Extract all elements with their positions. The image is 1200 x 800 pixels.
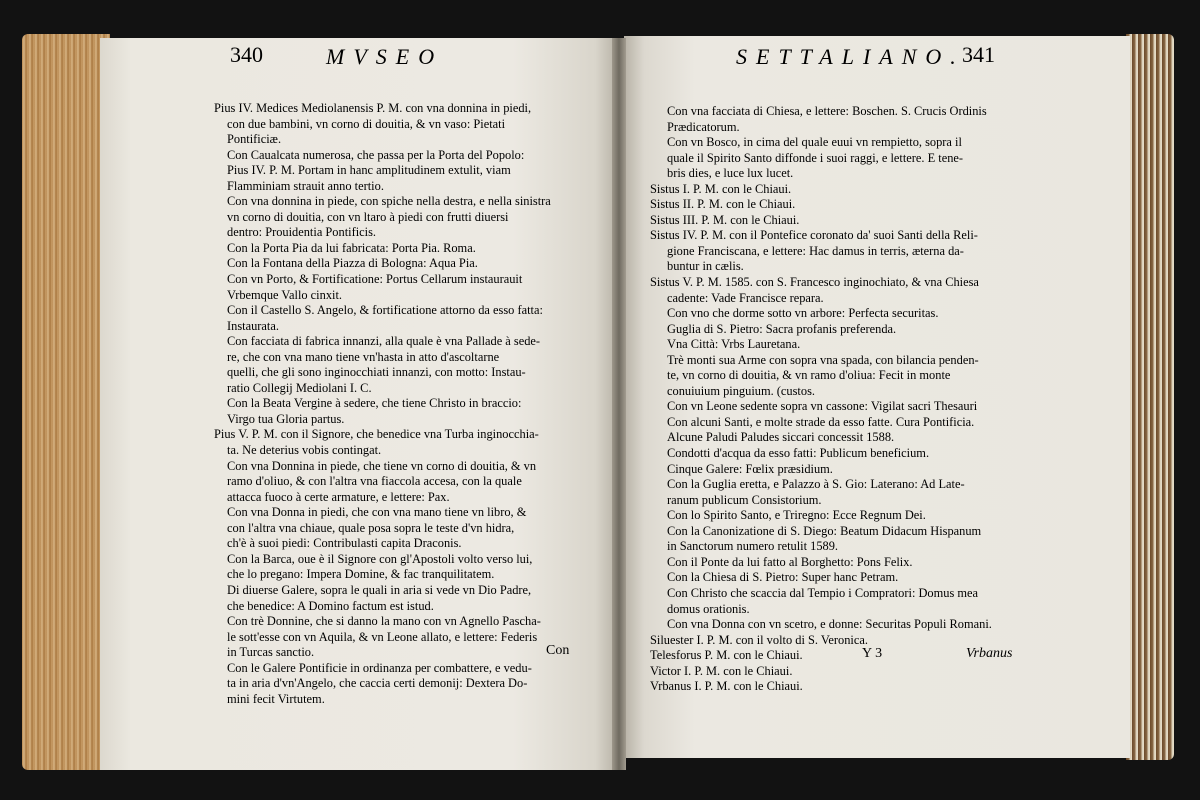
signature-mark: Y 3 [862,646,883,661]
text-line: Pius IV. Medices Mediolanensis P. M. con vna donnina in piedi, [214,101,532,115]
text-line: Flamminiam strauit anno tertio. [227,178,384,193]
right-catchword-text: Vrbanus [966,646,1013,661]
text-line: Con vn Porto, & Fortificatione: Portus Cellarum instaurauit [227,272,523,287]
left-catchword: Con [546,643,570,658]
text-line: gione Franciscana, e lettere: Hac damus in terris, æterna da- [667,243,964,258]
text-line: che lo pregano: Impera Domine, & fac tranquilitatem. [227,567,495,582]
text-line: Con vna Donna con vn scetro, e donne: Securitas Populi Romani. [667,617,992,632]
text-line: Con lo Spirito Santo, e Triregno: Ecce Regnum Dei. [667,508,926,523]
right-page-edges [1126,34,1174,760]
text-line: Con vna Donna in piedi, che con vna mano tiene vn libro, & [227,505,527,520]
text-line: Alcune Paludi Paludes siccari concessit 1588. [667,430,895,445]
text-line: quale il Spirito Santo diffonde i suoi raggi, e lettere. E tene- [667,150,964,165]
text-line: Vna Città: Vrbs Lauretana. [667,337,801,352]
text-line: Sistus V. P. M. 1585. con S. Francesco inginochiato, & vna Chiesa [650,275,979,290]
text-line: Con alcuni Santi, e molte strade da esso fatte. Cura Pontificia. [667,414,975,429]
book-gutter [612,38,626,770]
text-line: con l'altra vna chiaue, quale posa sopra le teste d'vn hidra, [227,520,515,535]
text-line: Sistus IV. P. M. con il Pontefice coronato da' suoi Santi della Reli- [650,228,978,243]
left-page-edges [22,34,110,770]
text-line: Vrbanus I. P. M. con le Chiaui. [650,679,803,694]
text-line: Con Christo che scaccia dal Tempio i Compratori: Domus mea [667,585,979,600]
text-line: in Turcas sanctio. [227,645,315,660]
left-page-number: 340 [230,42,263,67]
text-line: mini fecit Virtutem. [227,691,325,706]
text-line: dentro: Prouidentia Pontificis. [227,225,377,240]
text-line: Condotti d'acqua da esso fatti: Publicum beneficium. [667,446,930,461]
text-line: Con vna donnina in piede, con spiche nella destra, e nella sinistra [227,194,551,209]
text-line: Con il Ponte da lui fatto al Borghetto: Pons Felix. [667,554,913,569]
text-line: conuiuium pinguium. (custos. [667,383,815,398]
text-line: Sistus I. P. M. con le Chiaui. [650,181,792,196]
text-line: Di diuerse Galere, sopra le quali in aria si vede vn Dio Padre, [227,582,532,597]
text-line: Guglia di S. Pietro: Sacra profanis preferenda. [667,321,897,336]
text-line: buntur in cælis. [667,259,744,274]
text-line: Pius IV. P. M. Portam in hanc amplitudinem extulit, viam [227,163,511,178]
text-line: Con il Castello S. Angelo, & fortificatione attorno da esso fatta: [227,303,543,318]
text-line: Prædicatorum. [667,119,740,134]
text-line: quelli, che gli sono inginocchiati innanzi, con motto: Instau- [227,365,526,380]
text-line: Con la Canonizatione di S. Diego: Beatum Didacum Hispanum [667,523,982,538]
text-line: Vrbemque Vallo cinxit. [227,287,342,302]
text-line: ta. Ne deterius vobis contingat. [227,443,382,458]
right-page-text [650,104,1030,695]
text-line: Con la Barca, oue è il Signore con gl'Apostoli volto verso lui, [227,551,533,566]
text-line: Trè monti sua Arme con sopra vna spada, con bilancia penden- [667,352,979,367]
text-line: Con vna Donnina in piede, che tiene vn corno di douitia, & vn [227,458,537,473]
text-line: ranum publicum Consistorium. [667,492,822,507]
text-line: le sott'esse con vn Aquila, & vn Leone allato, e lettere: Federis [227,629,538,644]
text-line: Con le Galere Pontificie in ordinanza per combattere, e vedu- [227,660,532,675]
text-line: te, vn corno di douitia, & vn ramo d'oliua: Fecit in monte [667,368,951,383]
text-line: Pontificiæ. [227,132,282,147]
text-line: Con facciata di fabrica innanzi, alla quale è vna Pallade à sede- [227,334,541,349]
text-line: Con la Chiesa di S. Pietro: Super hanc Petram. [667,570,899,585]
text-line: attacca fuoco à certe armature, e lettere: Pax. [227,489,450,504]
left-page-text [214,101,598,707]
text-line: re, che con vna mano tiene vn'hasta in atto d'ascoltarne [227,349,500,364]
text-line: Sistus II. P. M. con le Chiaui. [650,197,796,212]
text-line: Virgo tua Gloria partus. [227,411,345,426]
text-line: vn corno di douitia, con vn ltaro à piedi con frutti diuersi [227,209,509,224]
text-line: Siluester I. P. M. con il volto di S. Veronica. [650,632,868,647]
text-line: Con la Beata Vergine à sedere, che tiene Christo in braccio: [227,396,522,411]
text-line: Victor I. P. M. con le Chiaui. [650,663,793,678]
text-line: che benedice: A Domino factum est istud. [227,598,434,613]
text-line: Con Caualcata numerosa, che passa per la Porta del Popolo: [227,147,525,162]
text-line: Con vn Bosco, in cima del quale euui vn rempietto, sopra il [667,135,962,150]
text-line: Con trè Donnine, che si danno la mano con vn Agnello Pascha- [227,614,541,629]
text-line: ch'è à suoi piedi: Contribulasti capita Draconis. [227,536,462,551]
right-page-number: 341 [962,42,995,67]
text-line: domus orationis. [667,601,750,616]
text-line: Con vna facciata di Chiesa, e lettere: Boschen. S. Crucis Ordinis [667,104,987,118]
text-line: Cinque Galere: Fœlix præsidium. [667,461,833,476]
text-line: bris dies, e luce lux lucet. [667,166,794,181]
text-line: Con vno che dorme sotto vn arbore: Perfecta securitas. [667,306,939,321]
text-line: in Sanctorum numero retulit 1589. [667,539,839,554]
text-line: Con la Guglia eretta, e Palazzo à S. Gio: Laterano: Ad Late- [667,477,965,492]
text-line: Pius V. P. M. con il Signore, che benedice vna Turba inginocchia- [214,427,539,442]
text-line: ramo d'oliuo, & con l'altra vna fiaccola accesa, con la quale [227,474,522,489]
text-line: ta in aria d'vn'Angelo, che caccia certi demonij: Dextera Do- [227,676,528,691]
right-running-head: SETTALIANO. [736,44,965,69]
text-line: Telesforus P. M. con le Chiaui. [650,648,803,663]
text-line: Con la Fontana della Piazza di Bologna: Aqua Pia. [227,256,478,271]
text-line: Con vn Leone sedente sopra vn cassone: Vigilat sacri Thesauri [667,399,978,414]
text-line: Instaurata. [227,318,279,333]
right-catchword [966,646,1012,662]
left-running-head: MVSEO [326,44,444,69]
text-line: con due bambini, vn corno di douitia, & vn vaso: Pietati [227,116,506,131]
text-line: Sistus III. P. M. con le Chiaui. [650,212,800,227]
text-line: cadente: Vade Francisce repara. [667,290,824,305]
text-line: Con la Porta Pia da lui fabricata: Porta Pia. Roma. [227,240,476,255]
text-line: ratio Collegij Mediolani I. C. [227,380,372,395]
